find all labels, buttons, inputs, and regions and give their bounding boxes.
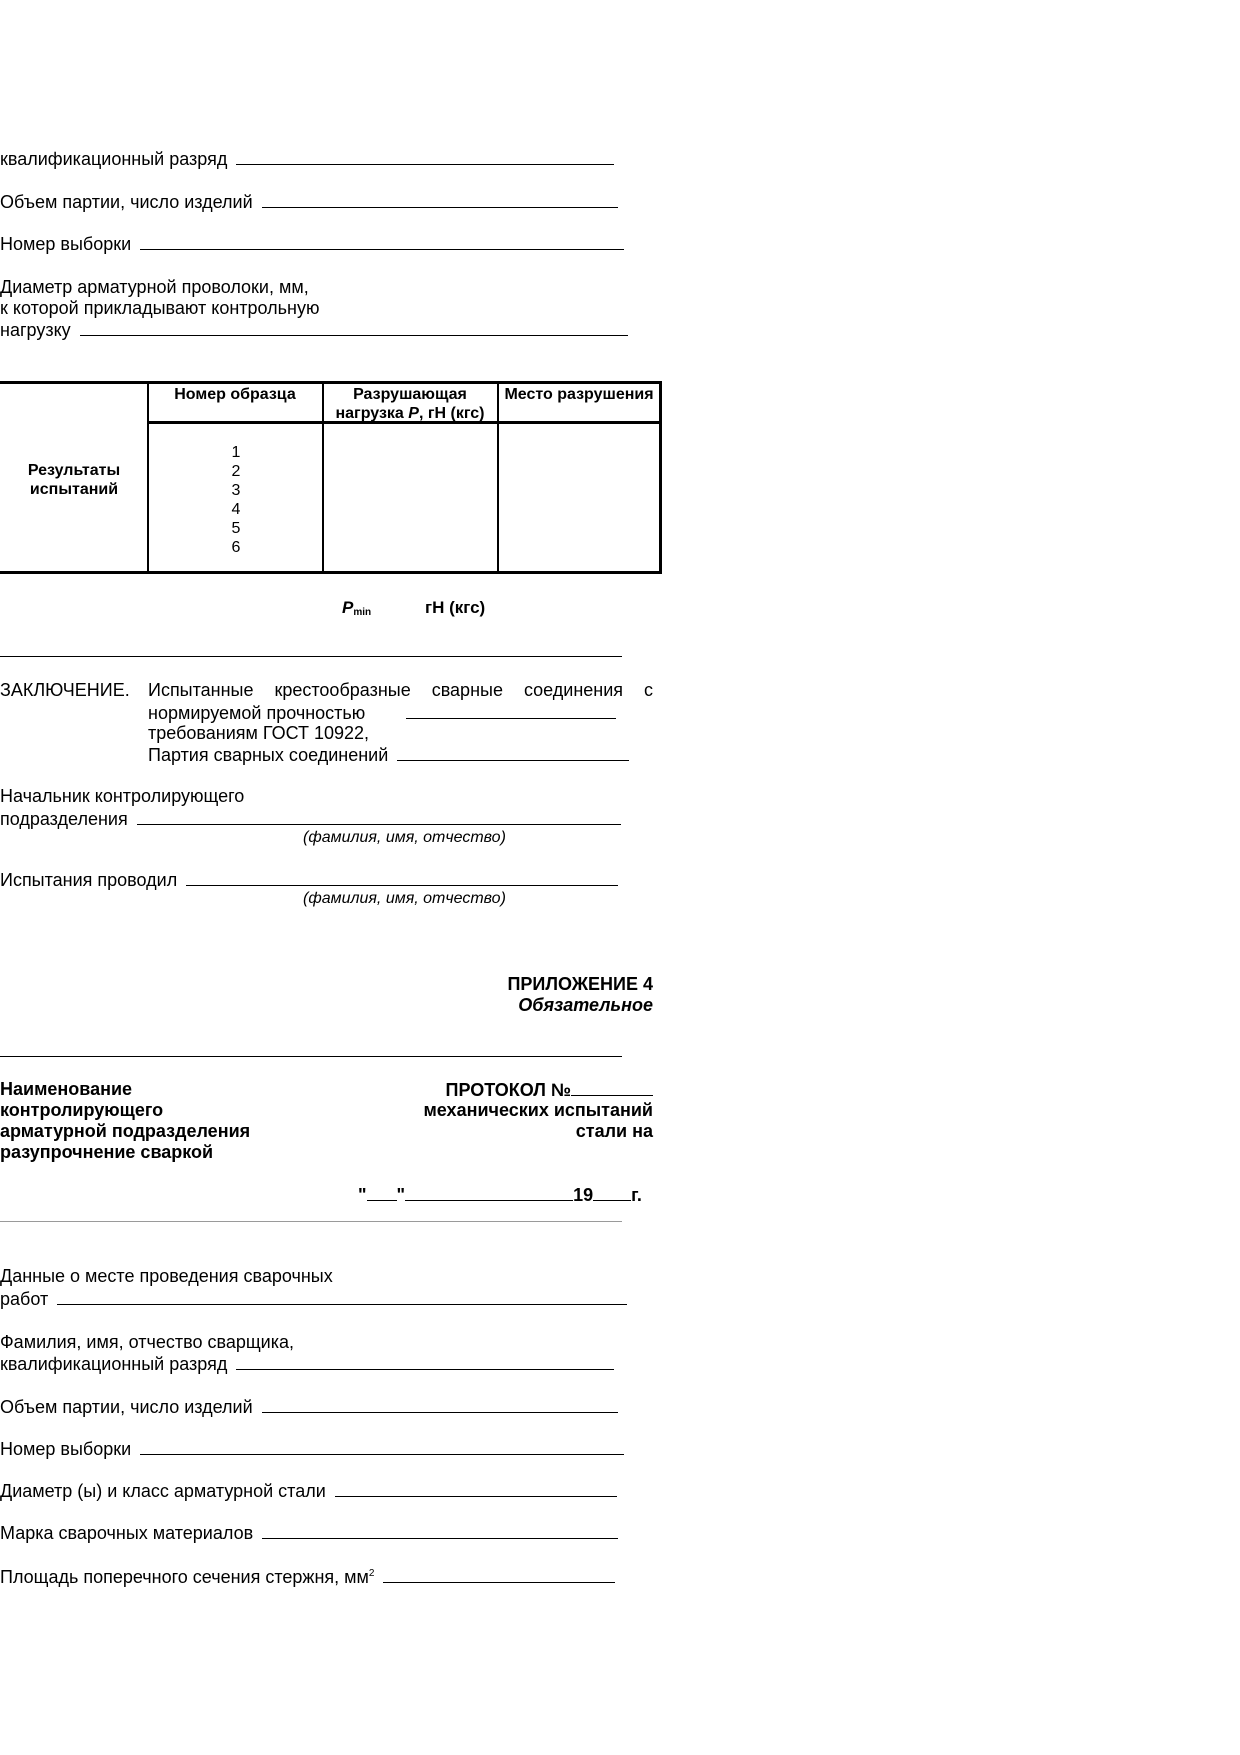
welder-line1: Фамилия, имя, отчество сварщика, (0, 1332, 295, 1352)
org-line3: арматурной подразделения (0, 1121, 251, 1141)
sample-number-list (230, 443, 242, 557)
table-col-divider-2 (322, 381, 324, 574)
table-col-divider-1 (147, 381, 149, 574)
conclusion-line3: требованиям ГОСТ 10922, (148, 723, 370, 743)
chief-line2: подразделения (0, 809, 128, 829)
bottom-lot-size-label: Объем партии, число изделий (0, 1397, 253, 1417)
bottom-lot-size-blank[interactable] (262, 1395, 618, 1413)
table-col-divider-3 (497, 381, 499, 574)
protocol-line3: стали на (575, 1121, 653, 1141)
wire-diameter-blank[interactable] (80, 318, 628, 336)
pmin-unit: гН (кгс) (425, 598, 486, 617)
org-line2: контролирующего (0, 1100, 164, 1120)
pmin-symbol: P (342, 598, 354, 617)
section-divider (0, 656, 622, 657)
cross-section-field (0, 1563, 615, 1588)
protocol-title (446, 1078, 654, 1101)
date-close-quote: " (396, 1185, 406, 1205)
sample-number-label: Номер выборки (0, 234, 132, 254)
strength-blank[interactable] (406, 701, 616, 719)
sample-number-blank[interactable] (140, 232, 624, 250)
tester-name-caption: (фамилия, имя, отчество) (303, 890, 506, 907)
conclusion-line4-field (148, 743, 629, 766)
bottom-sample-number-field (0, 1437, 624, 1460)
load-symbol: P (408, 405, 419, 422)
qualification-field (0, 147, 614, 170)
qualification-blank[interactable] (236, 147, 614, 165)
sample-number: 5 (231, 520, 241, 537)
conclusion-line2: нормируемой прочностью (148, 703, 366, 723)
appendix-title: ПРИЛОЖЕНИЕ 4 (507, 974, 653, 994)
wire-diameter-line3: нагрузку (0, 320, 71, 340)
weld-materials-label: Марка сварочных материалов (0, 1523, 254, 1543)
lot-size-label: Объем партии, число изделий (0, 192, 253, 212)
header-divider (0, 1221, 622, 1222)
qualification-label: квалификационный разряд (0, 149, 228, 169)
col-header-sample: Номер образца (174, 386, 296, 403)
org-line1: Наименование (0, 1079, 133, 1099)
wire-diameter-line2: к которой прикладывают контрольную (0, 298, 320, 318)
col-header-load-line1: Разрушающая (353, 386, 467, 403)
cross-section-label: Площадь поперечного сечения стержня, мм (0, 1567, 369, 1587)
weld-place-line1: Данные о месте проведения сварочных (0, 1266, 333, 1286)
org-line4: разупрочнение сваркой (0, 1142, 214, 1162)
table-right-border (659, 381, 662, 574)
sample-number: 3 (231, 482, 241, 499)
lot-verdict-blank[interactable] (397, 743, 629, 761)
results-row-header: Результаты испытаний (27, 462, 121, 498)
steel-diameter-field (0, 1479, 617, 1502)
bottom-sample-number-blank[interactable] (140, 1437, 624, 1455)
sample-number: 1 (231, 444, 241, 461)
date-year-prefix: 19 (573, 1185, 594, 1205)
welder-blank[interactable] (236, 1352, 614, 1370)
steel-diameter-label: Диаметр (ы) и класс арматурной стали (0, 1481, 326, 1501)
protocol-title-text: ПРОТОКОЛ № (445, 1080, 571, 1100)
wire-diameter-line1: Диаметр арматурной проволоки, мм, (0, 277, 309, 297)
sample-number: 6 (231, 539, 241, 556)
pmin-label (342, 597, 371, 624)
chief-name-blank[interactable] (137, 807, 621, 825)
pmin-subscript: min (353, 607, 372, 618)
chief-name-caption: (фамилия, имя, отчество) (303, 829, 506, 846)
protocol-number-blank[interactable] (571, 1078, 653, 1096)
col-header-load (325, 385, 495, 423)
date-year-suffix: г. (631, 1185, 642, 1205)
protocol-date (358, 1183, 642, 1206)
weld-materials-blank[interactable] (262, 1521, 618, 1539)
date-year-blank[interactable] (593, 1183, 631, 1201)
cross-section-blank[interactable] (383, 1565, 615, 1583)
steel-diameter-blank[interactable] (335, 1479, 617, 1497)
chief-line1: Начальник контролирующего (0, 786, 245, 806)
wire-diameter-field (0, 318, 628, 341)
lot-size-blank[interactable] (262, 190, 618, 208)
weld-materials-field (0, 1521, 618, 1544)
col-header-place: Место разрушения (504, 386, 654, 403)
table-top-border (0, 381, 662, 384)
welder-line2: квалификационный разряд (0, 1354, 228, 1374)
date-open-quote: " (358, 1185, 367, 1205)
conclusion-line1: Испытанные крестообразные сварные соединения с (148, 680, 653, 700)
table-bottom-border (0, 571, 662, 574)
col-header-load-line2: нагрузка P, гН (кгс) (335, 405, 485, 422)
bottom-lot-size-field (0, 1395, 618, 1418)
sample-number: 2 (231, 463, 241, 480)
conclusion-label: ЗАКЛЮЧЕНИЕ. (0, 680, 130, 700)
results-table (0, 381, 662, 574)
appendix-divider (0, 1056, 622, 1057)
tester-name-blank[interactable] (186, 868, 618, 886)
weld-place-blank[interactable] (57, 1287, 627, 1305)
bottom-sample-number-label: Номер выборки (0, 1439, 132, 1459)
sample-number: 4 (231, 501, 241, 518)
date-month-blank[interactable] (405, 1183, 573, 1201)
sample-number-field (0, 232, 624, 255)
conclusion-line4: Партия сварных соединений (148, 745, 389, 765)
appendix-subtitle: Обязательное (518, 995, 653, 1015)
lot-size-field (0, 190, 618, 213)
cross-section-unit-superscript: 2 (368, 1568, 375, 1579)
weld-place-field (0, 1287, 627, 1310)
welder-field (0, 1352, 614, 1375)
conclusion-line2-field (148, 701, 616, 724)
protocol-line2: механических испытаний (423, 1100, 653, 1120)
tester-label: Испытания проводил (0, 870, 178, 890)
weld-place-line2: работ (0, 1289, 49, 1309)
date-day-blank[interactable] (367, 1183, 397, 1201)
